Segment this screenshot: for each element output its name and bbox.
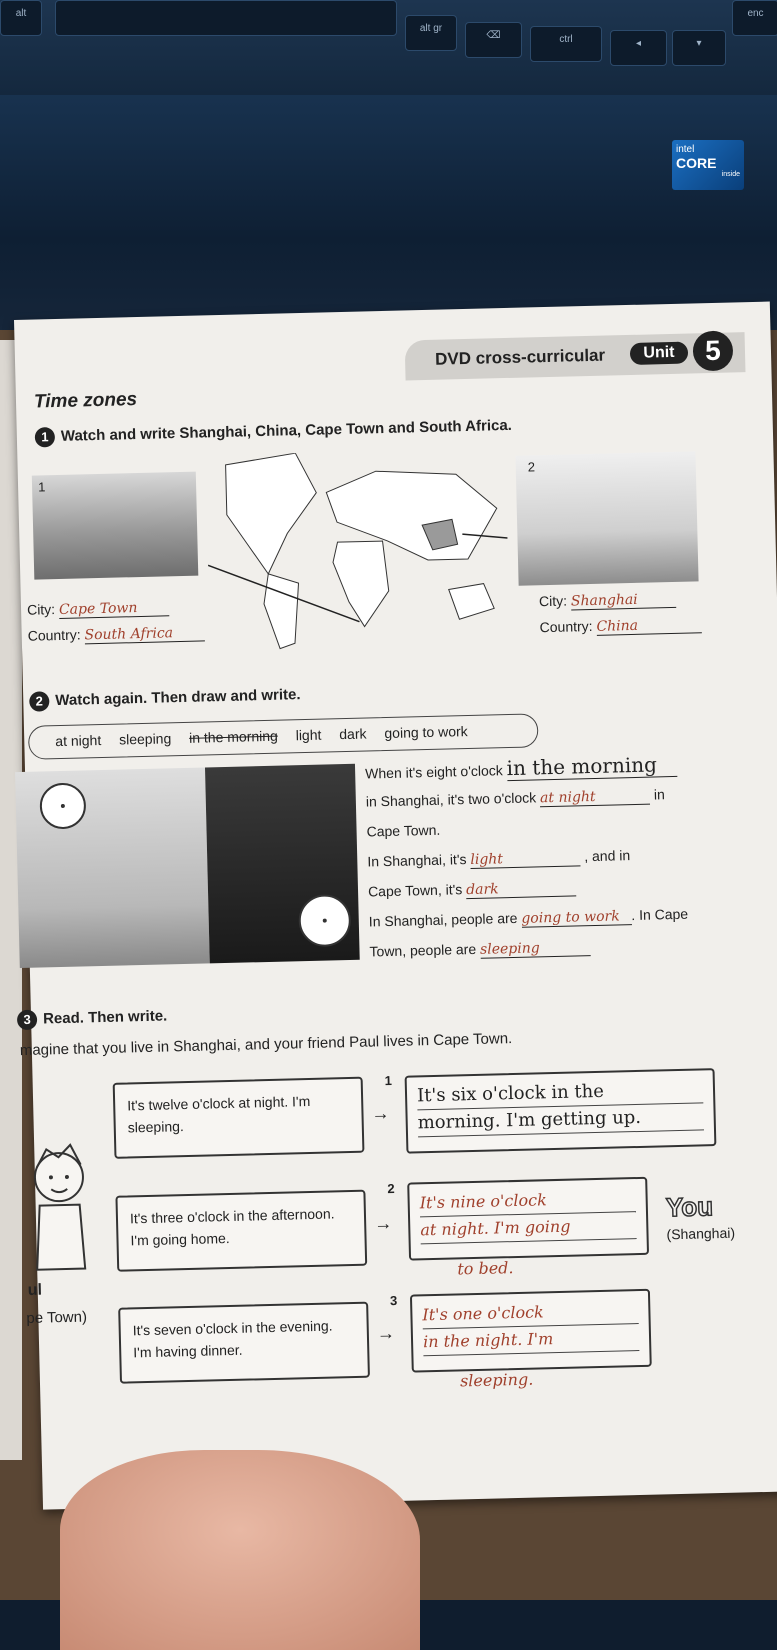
word-dark: dark: [339, 725, 367, 743]
answer2-country: China: [596, 616, 701, 636]
country-label-2: Country:: [539, 617, 593, 636]
clock-face-1: [37, 780, 88, 831]
exercise3-instruction: [17, 1006, 168, 1030]
sentence-4: [367, 847, 630, 871]
word-light: light: [295, 726, 322, 744]
answer-1-line-2: morning. I'm getting up.: [417, 1103, 704, 1137]
answer-2-line-1: It's nine o'clock: [419, 1185, 636, 1217]
sentence-2-end: in: [653, 786, 665, 803]
exercise3-intro: magine that you live in Shanghai, and your friend Paul lives in Cape Town.: [19, 1030, 513, 1060]
sentence-2-answer: at night: [540, 788, 650, 808]
country-label: Country:: [27, 626, 81, 644]
sentence-4-end: , and in: [584, 847, 631, 865]
city-label-2: City:: [538, 592, 568, 610]
sentence-4-text: In Shanghai, it's: [367, 851, 467, 870]
exercise2-number: 2: [29, 691, 49, 711]
sentence-6-end: . In Cape: [631, 905, 689, 924]
photo1-number: 1: [37, 479, 46, 495]
sentence-5: [368, 878, 577, 901]
paul-label: ul: [27, 1281, 43, 1299]
prompt-bubble-2: It's three o'clock in the afternoon. I'm going home.: [115, 1190, 367, 1272]
answer-2-line-2: at night. I'm going: [420, 1212, 637, 1244]
answer-3-line-3: sleeping.: [459, 1369, 534, 1391]
arrow-icon: →: [376, 1323, 396, 1344]
you-label: You: [665, 1191, 714, 1223]
word-at-night: at night: [55, 731, 102, 750]
word-in-the-morning: in the morning: [188, 727, 279, 746]
item-number-3: 3: [389, 1292, 398, 1309]
world-map: [205, 448, 510, 655]
sticker-tag: inside: [721, 171, 740, 178]
prompt-bubble-1: It's twelve o'clock at night. I'm sleeping.: [113, 1077, 365, 1159]
answer1-city: Cape Town: [59, 599, 169, 619]
exercise3-number: 3: [17, 1010, 37, 1030]
exercise1-number: 1: [35, 427, 55, 447]
sentence-6-answer: going to work: [521, 908, 631, 928]
unit-label: Unit: [630, 342, 689, 365]
exercise3-text: Read. Then write.: [42, 1007, 168, 1028]
sentence-7-text: Town, people are: [369, 940, 477, 960]
answer-bubble-2: [407, 1177, 649, 1261]
arrow-icon: →: [371, 1103, 390, 1124]
prompt-bubble-3: It's seven o'clock in the evening. I'm having dinner.: [118, 1302, 370, 1384]
sentence-7-answer: sleeping: [480, 939, 590, 959]
word-going-to-work: going to work: [384, 723, 468, 742]
sentence-1-answer: in the morning: [506, 752, 677, 781]
sentence-4-answer: light: [470, 849, 580, 869]
answer-2-line-3: to bed.: [457, 1258, 514, 1279]
word-bank: [28, 713, 539, 759]
answer-3-line-1: It's one o'clock: [422, 1297, 639, 1329]
answer2-city-row: [539, 590, 676, 611]
answer1-country: South Africa: [84, 624, 204, 644]
sentence-5-answer: dark: [466, 879, 576, 899]
section-title: Time zones: [33, 389, 138, 413]
city-label: City:: [26, 601, 56, 618]
header-title: DVD cross-curricular: [434, 345, 606, 369]
sentence-3: Cape Town.: [366, 821, 441, 840]
key-space: [55, 0, 397, 36]
laptop-keyboard: [0, 0, 777, 95]
answer-3-line-2: in the night. I'm: [423, 1324, 640, 1356]
photo2-number: 2: [527, 459, 536, 475]
key-alt: alt: [0, 0, 42, 36]
unit-number: 5: [692, 330, 733, 371]
answer-1-line-1: It's six o'clock in the: [417, 1076, 704, 1110]
sentence-1: [365, 752, 677, 785]
exercise2-instruction: [29, 685, 301, 712]
key-altgr: alt gr: [405, 15, 457, 51]
key-down: ▾: [672, 30, 726, 66]
key-ctrl: ctrl: [530, 26, 602, 62]
answer1-country-row: [28, 623, 205, 645]
clock-face-2: [296, 892, 353, 949]
laptop-palm-rest: [0, 95, 777, 335]
photo-shanghai: [515, 451, 698, 585]
paul-city: pe Town): [26, 1308, 88, 1327]
sticker-line: CORE: [676, 155, 717, 171]
word-sleeping: sleeping: [118, 730, 172, 748]
item-number-2: 2: [387, 1180, 395, 1197]
sentence-2: [366, 786, 665, 811]
exercise2-text: Watch again. Then draw and write.: [55, 686, 301, 710]
item-number-1: 1: [384, 1072, 393, 1089]
key-left: ◂: [610, 30, 667, 66]
answer2-country-row: [539, 615, 701, 637]
sentence-6: [369, 906, 689, 932]
exercise1-instruction: [35, 416, 513, 448]
answer2-city: Shanghai: [571, 591, 676, 611]
answer1-city-row: [27, 598, 169, 619]
sentence-2-text: in Shanghai, it's two o'clock: [365, 789, 537, 810]
workbook-page: [14, 302, 777, 1510]
answer-bubble-1: [405, 1068, 717, 1154]
intel-sticker: [672, 140, 744, 190]
sentence-7: [369, 938, 590, 961]
hand-holding-book: [60, 1450, 420, 1650]
exercise1-text: Watch and write Shanghai, China, Cape Town and South Africa.: [60, 416, 513, 445]
sentence-5-text: Cape Town, it's: [367, 881, 463, 900]
header-banner: [405, 332, 746, 380]
photo-cape-town: [32, 472, 198, 580]
sticker-brand: intel: [676, 144, 695, 155]
sentence-1-text: When it's eight o'clock: [364, 762, 503, 782]
key-end: enc: [732, 0, 777, 36]
you-city: (Shanghai): [666, 1224, 736, 1243]
arrow-icon: →: [373, 1213, 393, 1234]
sentence-6-text: In Shanghai, people are: [368, 909, 518, 930]
answer-bubble-3: [410, 1289, 652, 1373]
key-backspace: ⌫: [465, 22, 522, 58]
boy-illustration: [26, 1138, 91, 1279]
